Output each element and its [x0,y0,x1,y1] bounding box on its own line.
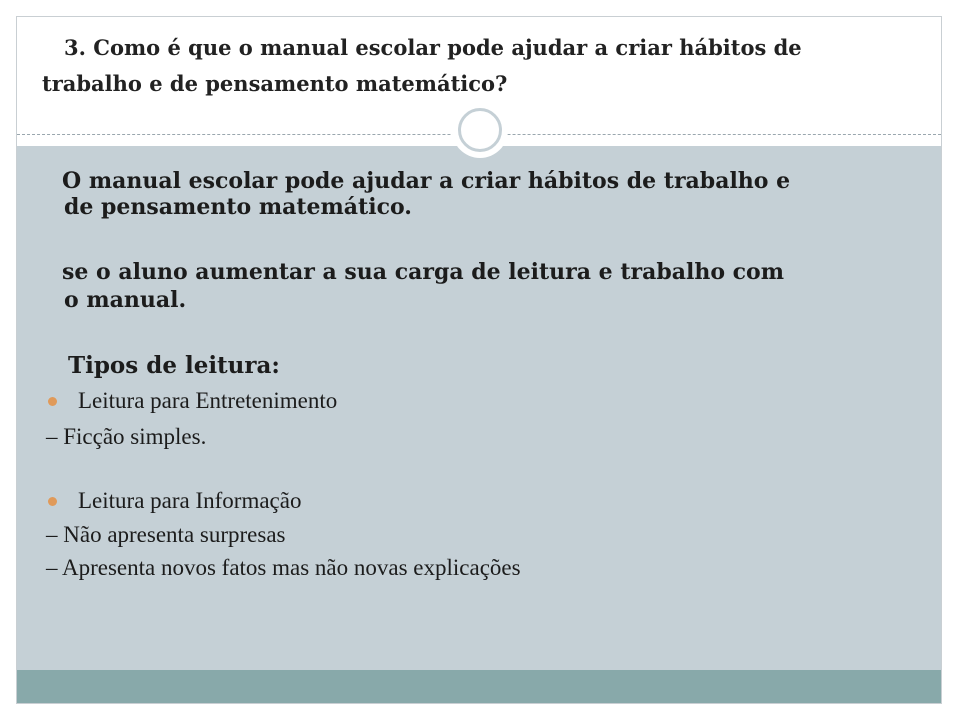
ring-ornament-inner [458,108,502,152]
list-item: – Apresenta novos fatos mas não novas explicações [46,555,521,580]
slide-title-line-1: 3. Como é que o manual escolar pode ajudar a criar hábitos de [64,35,802,60]
footer-bar [17,670,941,703]
paragraph-2-line-1: se o aluno aumentar a sua carga de leitura e trabalho com [62,259,784,285]
paragraph-1-line-1: O manual escolar pode ajudar a criar hábitos de trabalho e [62,168,791,194]
bullet-icon [48,497,57,506]
paragraph-1 [62,168,922,220]
paragraph-2 [62,258,922,314]
list-item: Leitura para Entretenimento [78,388,338,413]
paragraph-1-line-2: de pensamento matemático. [64,194,412,220]
list-item: – Ficção simples. [46,424,207,449]
paragraph-2-line-2: o manual. [64,287,187,313]
reading-types-heading: Tipos de leitura: [68,352,280,379]
list-item: Leitura para Informação [78,488,302,513]
bullet-icon [48,397,57,406]
list-item: – Não apresenta surpresas [46,522,286,547]
slide-title-line-2: trabalho e de pensamento matemático? [42,71,508,96]
slide-title [42,30,922,102]
